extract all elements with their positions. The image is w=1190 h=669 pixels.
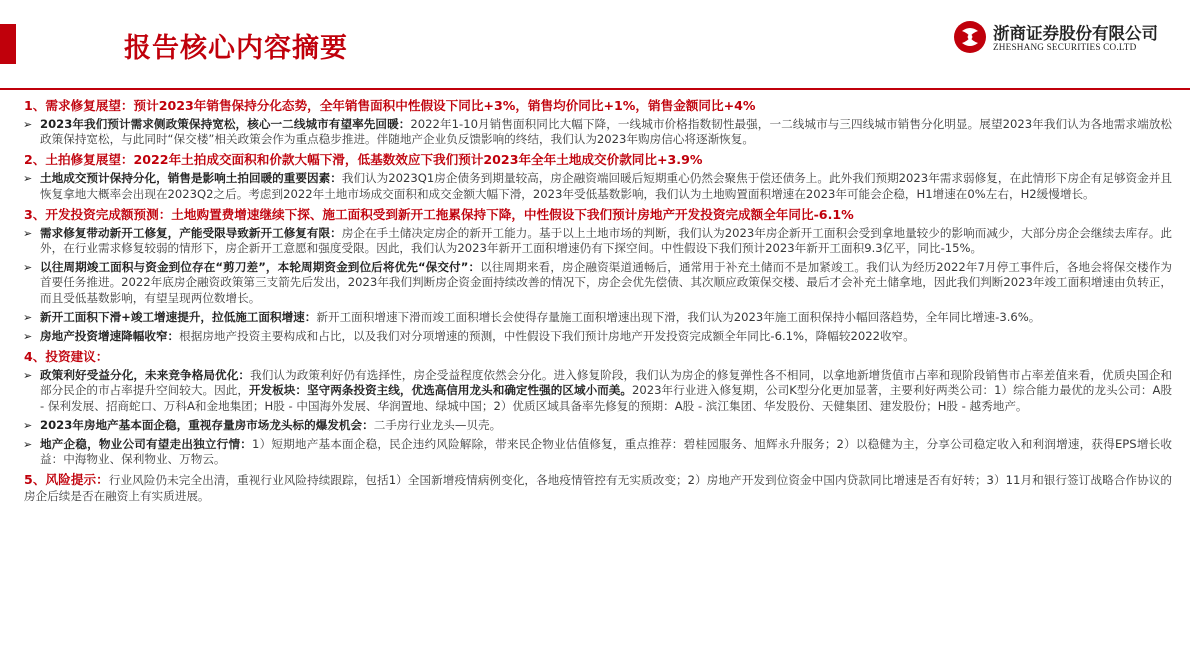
arrow-bullet-icon: ➢ — [23, 438, 33, 452]
bullet-emphasis: 开发板块：坚守两条投资主线，优选高信用龙头和确定性强的区域小而美。 — [248, 383, 633, 398]
bullet-lead: 地产企稳，物业公司有望走出独立行情： — [40, 437, 253, 452]
bullet-text: 1）短期地产基本面企稳，民企违约风险解除，带来民企物业估值修复，重点推荐：碧桂园服务、旭辉永升服务；2）以稳健为主，分享公司稳定收入和利润增速，获得EPS增长收益：中海物业、保利物业、万物云。 — [40, 437, 1172, 467]
bullet-item — [22, 437, 1172, 467]
bullet-lead: 需求修复带动新开工修复，产能受限导致新开工修复有限： — [40, 225, 342, 240]
bullet-text: 以往周期来看，房企融资渠道通畅后，通常用于补充土储而不是加紧竣工。我们认为经历2022年7月停工事件后，各地会将保交楼作为首要任务推进。2022年底房企融资政策第三支箭先后发出，2023年我们判断房企资金面持续改善的情况下，房企会优先偿债、其次顺应政策保交楼、最后才会补充土储拿地，因此我们判断2023年竣工面积增速由负转正，而且受低基数影响，有望呈现两位数增长。 — [40, 260, 1173, 305]
bullet-item — [22, 171, 1172, 201]
bullet-text: 我们认为政策利好仍有选择性，房企受益程度依然会分化。进入修复阶段，我们认为房企的修复弹性各不相同，以拿地新增货值市占率和现阶段销售市占率差值来看，优质央国企和部分民企的市占率提升空间较大。因此， — [40, 368, 1172, 398]
section-heading-land: 2、土拍修复展望：2022年土拍成交面积和价款大幅下滑，低基数效应下我们预计2023年全年土地成交价款同比+3.9% — [24, 152, 703, 168]
risk-text: 行业风险仍未完全出清，重视行业风险持续跟踪，包括1）全国新增疫情病例变化，各地疫情管控有无实质改变；2）房地产开发到位资金中国内贷款同比增速是否有好转；3）11月和银行签订战略合作协议的房企后续是否在融资上有实质进展。 — [24, 473, 1173, 503]
arrow-bullet-icon: ➢ — [23, 118, 33, 131]
header-divider — [0, 88, 1190, 90]
arrow-bullet-icon: ➢ — [23, 418, 33, 432]
bullet-item — [22, 117, 1172, 147]
company-logo — [953, 18, 1178, 60]
arrow-bullet-icon: ➢ — [23, 172, 33, 186]
risk-disclosure — [22, 471, 1172, 503]
bullet-lead: 房地产投资增速降幅收窄： — [40, 329, 180, 344]
bullet-text: 房企在手土储决定房企的新开工能力。基于以上土地市场的判断，我们认为2023年房企新开工面积会受到拿地量较少的影响而减少，大部分房企会继续去库存。此外，在行业需求修复较弱的情形下，房企新开工意愿和强度受限。因此，我们认为2023年新开工面积增速仍有下探空间。中性假设下我们预计2023年新开工面积9.3亿平，同比-15%。 — [40, 225, 1172, 256]
bullet-item — [22, 368, 1172, 414]
page-title: 报告核心内容摘要 — [124, 33, 348, 64]
bullet-text-cont: 2023年行业进入修复期，公司K型分化更加显著，主要利好两类公司：1）综合能力最优的龙头公司：A股 - 保利发展、招商蛇口、万科A和金地集团；H股 - 中国海外发展、华润置地、绿城中国；2）优质区域具备率先修复的预期：A股 - 滨江集团、华发股份、天健集团、建发股份；H股 - 越秀地产。 — [40, 383, 1172, 413]
section-heading-investment: 3、开发投资完成额预测：土地购置费增速继续下探、施工面积受到新开工拖累保持下降，中性假设下我们预计房地产开发投资完成额全年同比-6.1% — [24, 206, 854, 222]
arrow-bullet-icon: ➢ — [23, 226, 33, 240]
bullet-text: 二手房行业龙头—贝壳。 — [373, 417, 502, 432]
bullet-text: 新开工面积增速下滑而竣工面积增长会使得存量施工面积增速出现下滑，我们认为2023年施工面积保持小幅回落趋势，全年同比增速-3.6%。 — [316, 309, 1041, 324]
bullet-lead: 2023年我们预计需求侧政策保持宽松，核心一二线城市有望率先回暖： — [40, 117, 411, 131]
bullet-item — [22, 418, 1172, 433]
logo-company-name-cn: 浙商证券股份有限公司 — [993, 24, 1158, 43]
bullet-item — [22, 226, 1172, 256]
bullet-text: 我们认为2023Q1房企债务到期量较高，房企融资端回暖后短期重心仍然会聚焦于偿还债务上。此外我们预期2023年需求弱修复，在此情形下房企有足够资金并且恢复拿地大概率会出现在2023Q2之后。考虑到2022年土地市场成交面积和成交金额大幅下滑，2023年受低基数影响，我们认为土地购置面积增速在2023年可能会企稳，H1增速在0%左右，H2缓慢增长。 — [40, 171, 1172, 201]
page-header — [0, 0, 1190, 88]
bullet-lead: 土地成交预计保持分化，销售是影响土拍回暖的重要因素： — [40, 171, 342, 186]
arrow-bullet-icon: ➢ — [23, 261, 33, 275]
bullet-item — [22, 260, 1172, 306]
bullet-text: 根据房地产投资主要构成和占比，以及我们对分项增速的预测，中性假设下我们预计房地产开发投资完成额全年同比-6.1%，降幅较2022收窄。 — [179, 329, 915, 344]
bullet-item — [22, 310, 1172, 325]
risk-heading: 5、风险提示： — [24, 472, 109, 488]
section-heading-recommendation: 4、投资建议： — [24, 349, 109, 365]
zheshang-logo-icon — [953, 20, 987, 54]
title-accent-bar — [0, 24, 16, 64]
logo-company-name-en: ZHESHANG SECURITIES CO.LTD — [993, 42, 1137, 52]
bullet-lead: 政策利好受益分化，未来竞争格局优化： — [40, 368, 251, 383]
arrow-bullet-icon: ➢ — [23, 330, 33, 344]
section-heading-demand: 1、需求修复展望：预计2023年销售保持分化态势，全年销售面积中性假设下同比+3%，销售均价同比+1%，销售金额同比+4% — [24, 98, 756, 113]
summary-content — [22, 95, 1172, 508]
arrow-bullet-icon: ➢ — [23, 369, 33, 383]
bullet-text: 2022年1-10月销售面积同比大幅下降，一线城市价格指数韧性最强，一二线城市与三四线城市销售分化明显。展望2023年我们认为各地需求端放松政策保持宽松，与此同时“保交楼”相关政策会作为重点稳步推进。伴随地产企业负反馈影响的终结，我们认为2023年购房信心将逐渐恢复。 — [40, 117, 1172, 147]
bullet-lead: 以往周期竣工面积与资金到位存在“剪刀差”，本轮周期资金到位后将优先“保交付”： — [40, 260, 481, 275]
arrow-bullet-icon: ➢ — [23, 310, 33, 324]
bullet-lead: 2023年房地产基本面企稳，重视存量房市场龙头标的爆发机会： — [40, 417, 374, 432]
bullet-item — [22, 329, 1172, 344]
bullet-lead: 新开工面积下滑+竣工增速提升，拉低施工面积增速： — [40, 309, 317, 324]
